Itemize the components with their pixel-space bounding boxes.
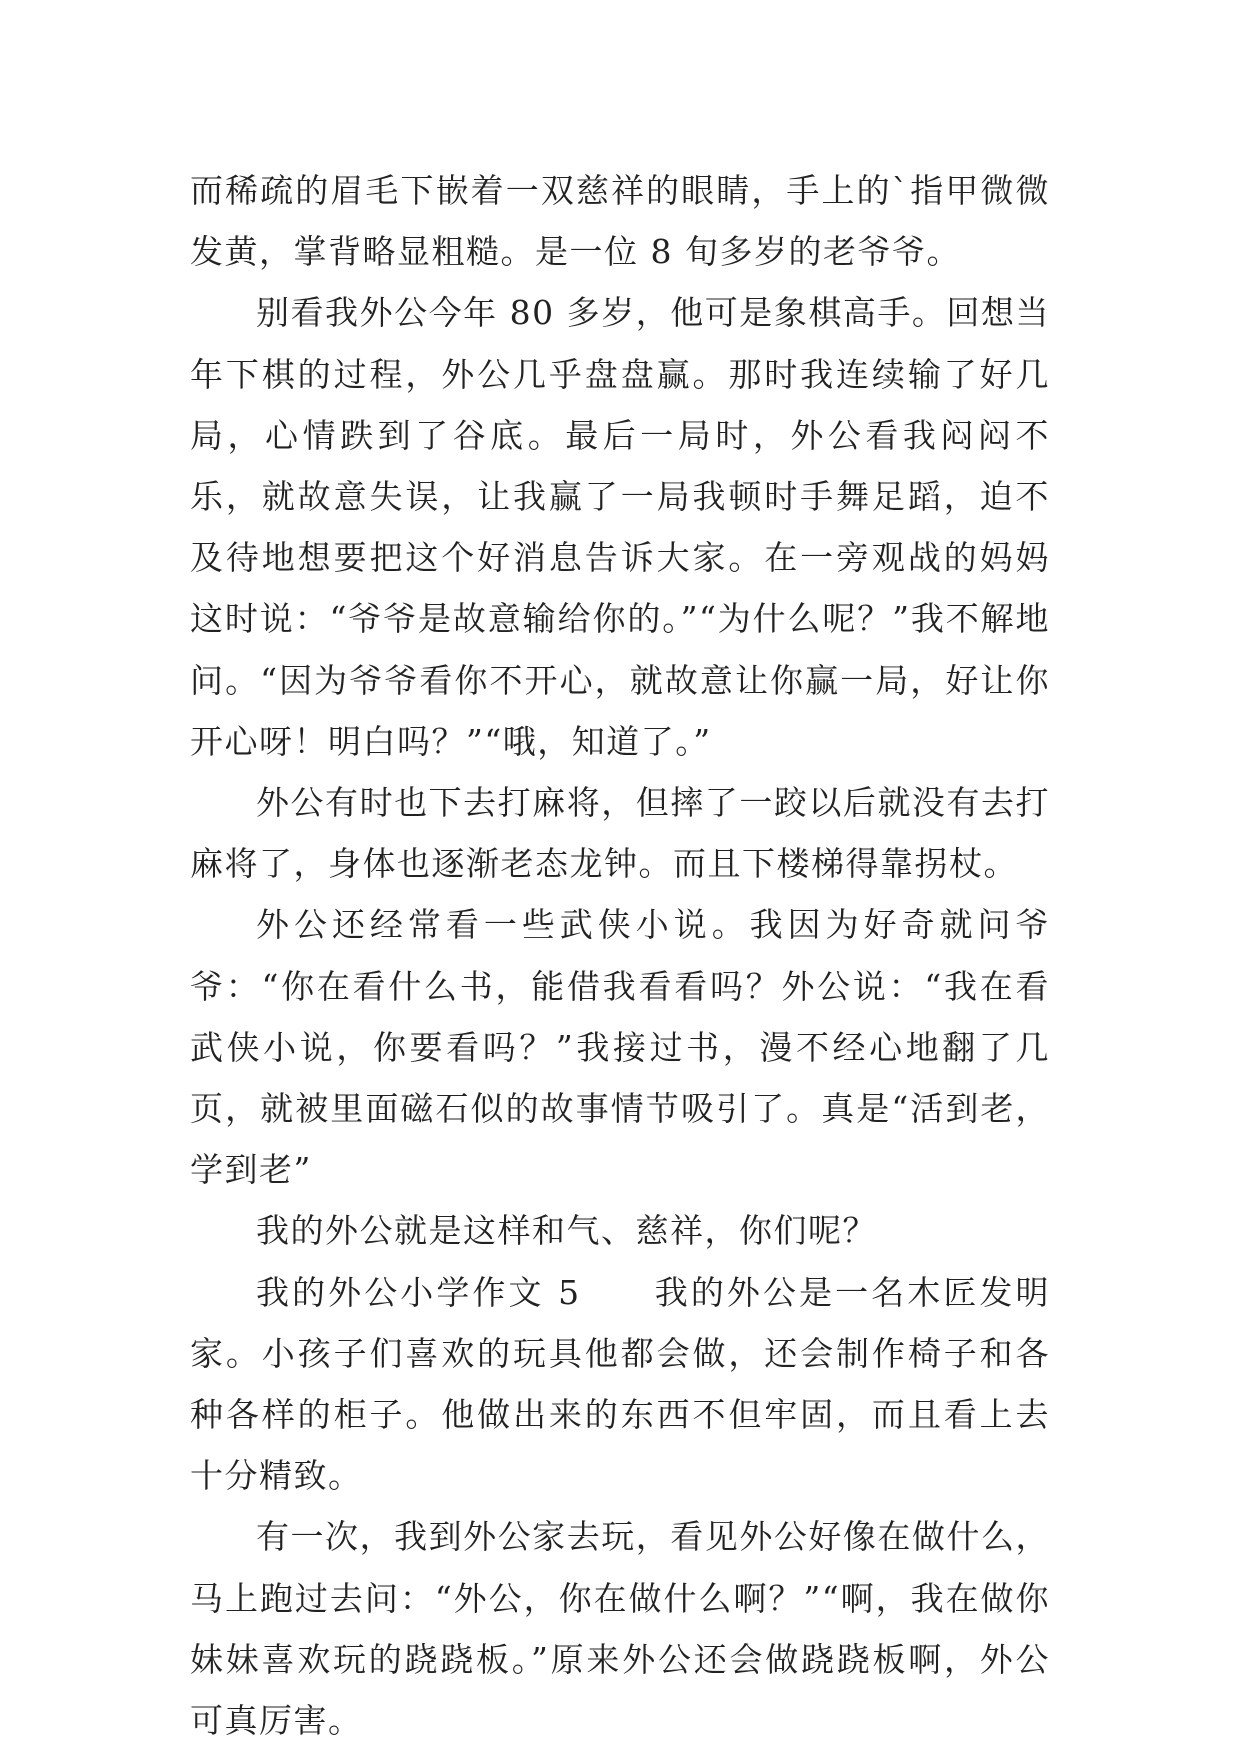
paragraph-seesaw: 有一次，我到外公家去玩，看见外公好像在做什么，马上跑过去问：“外公，你在做什么啊？”“啊，我在做你妹妹喜欢玩的跷跷板。”原来外公还会做跷跷板啊，外公可真厉害。: [190, 1517, 1050, 1741]
paragraph-novels: 外公还经常看一些武侠小说。我因为好奇就问爷爷：“你在看什么书，能借我看看吗？外公说：“我在看武侠小说，你要看吗？”我接过书，漫不经心地翻了几页，就被里面磁石似的故事情节吸引了。真是“活到老，学到老”: [190, 905, 1050, 1190]
paragraph-mahjong: 外公有时也下去打麻将，但摔了一跤以后就没有去打麻将了，身体也逐渐老态龙钟。而且下楼梯得靠拐杖。: [190, 783, 1050, 884]
paragraph-conclusion: 我的外公就是这样和气、慈祥，你们呢？: [256, 1211, 877, 1251]
paragraph-description: 而稀疏的眉毛下嵌着一双慈祥的眼睛，手上的`指甲微微发黄，掌背略显粗糙。是一位 8 旬多岁的老爷爷。: [190, 171, 1050, 272]
section-intro-text: 我的外公是一名木匠发明家。小孩子们喜欢的玩具他都会做，还会制作椅子和各种各样的柜子。他做出来的东西不但牢固，而且看上去十分精致。: [190, 1272, 1050, 1496]
article-body: [190, 160, 1050, 1751]
section-paragraph: [190, 1262, 1050, 1507]
paragraph-chess: 别看我外公今年 80 多岁，他可是象棋高手。回想当年下棋的过程，外公几乎盘盘赢。那时我连续输了好几局，心情跌到了谷底。最后一局时，外公看我闷闷不乐，就故意失误，让我赢了一局我顿时手舞足蹈，迫不及待地想要把这个好消息告诉大家。在一旁观战的妈妈这时说：“爷爷是故意输给你的。”“为什么呢？”我不解地问。“因为爷爷看你不开心，就故意让你赢一局，好让你开心呀！明白吗？”“哦，知道了。”: [190, 293, 1050, 761]
section-title: 我的外公小学作文 5: [256, 1272, 581, 1312]
